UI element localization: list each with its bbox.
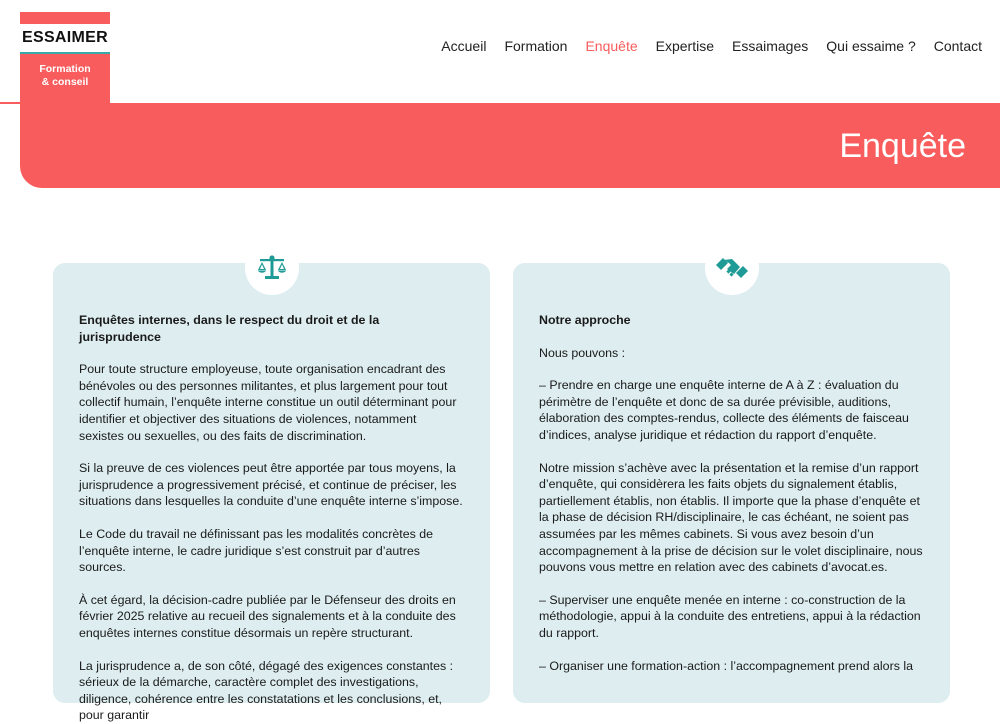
paragraph: Pour toute structure employeuse, toute organisation encadrant des bénévoles ou des personnes militantes, et plus largement pour tout collectif humain, l’enquête interne constitue un outil déterminant pour identifier et objectiver des situations de violences, notamment sexistes ou sexuelles, ou des faits de discrimination.	[79, 362, 457, 443]
paragraph: Le Code du travail ne définissant pas les modalités concrètes de l’enquête interne, le cadre juridique s’est construit par d’autres sources.	[79, 526, 434, 575]
paragraph: – Prendre en charge une enquête interne de A à Z : évaluation du périmètre de l’enquête et donc de sa durée prévisible, auditions, élaboration des comptes-rendus, collecte des éléments de faisceau d’indices, analyse juridique et rédaction du rapport d’enquête.	[539, 378, 909, 442]
page-banner	[20, 103, 1000, 188]
paragraph: Nous pouvons :	[539, 345, 626, 360]
nav-item-essaimages[interactable]: Essaimages	[732, 38, 809, 54]
logo[interactable]	[20, 12, 110, 104]
nav-item-expertise[interactable]: Expertise	[655, 38, 714, 54]
nav-item-formation[interactable]: Formation	[504, 38, 568, 54]
main-nav	[423, 38, 982, 54]
page-title: Enquête	[839, 127, 966, 165]
approach-card-title: Notre approche	[539, 313, 631, 327]
nav-item-qui-essaime[interactable]: Qui essaime ?	[826, 38, 916, 54]
nav-item-contact[interactable]: Contact	[933, 38, 982, 54]
logo-name: ESSAIMER	[20, 24, 110, 52]
paragraph: Si la preuve de ces violences peut être apportée par tous moyens, la jurisprudence a progressivement précisé, et continue de préciser, les situations dans lesquelles la conduite d’une enquête interne s’impose.	[79, 461, 463, 509]
paragraph: Notre mission s’achève avec la présentation et la remise d’un rapport d’enquête, qui considèrera les faits objets du signalement établis, partiellement établis, non établis. Il importe que la phase d’enquête et la phase de décision RH/disciplinaire, le cas échéant, ne soient pas assumées par les mêmes cabinets. Si vous avez besoin d’un accompagnement à la prise de décision sur le volet disciplinaire, nous pouvons vous mettre en relation avec des cabinets d’avocat.es.	[539, 460, 923, 575]
nav-item-accueil[interactable]: Accueil	[441, 38, 487, 54]
scales-icon	[257, 255, 287, 281]
legal-card	[53, 263, 490, 723]
logo-tagline-line2: & conseil	[41, 76, 89, 88]
paragraph: – Organiser une formation-action : l’accompagnement prend alors la	[539, 658, 913, 673]
header-accent-line	[0, 102, 22, 104]
handshake-icon	[715, 255, 749, 281]
logo-tagline	[20, 54, 110, 104]
logo-top-bar	[20, 12, 110, 24]
paragraph: – Superviser une enquête menée en interne : co-construction de la méthodologie, appui à la conduite des entretiens, appui à la rédaction du rapport.	[539, 592, 921, 640]
icon-badge	[245, 241, 299, 295]
nav-item-enquete[interactable]: Enquête	[585, 38, 638, 54]
logo-tagline-line1: Formation	[39, 63, 91, 75]
paragraph: À cet égard, la décision-cadre publiée par le Défenseur des droits en février 2025 relative au recueil des signalements et à la conduite des enquêtes internes constitue désormais un repère structurant.	[79, 592, 456, 640]
legal-card-title: Enquêtes internes, dans le respect du droit et de la jurisprudence	[79, 313, 380, 344]
approach-card	[513, 263, 950, 703]
icon-badge	[705, 241, 759, 295]
paragraph: La jurisprudence a, de son côté, dégagé des exigences constantes : sérieux de la démarche, caractère complet des investigations, diligence, cohérence entre les constatations et les conclusions, et, pour garantir	[79, 658, 454, 723]
